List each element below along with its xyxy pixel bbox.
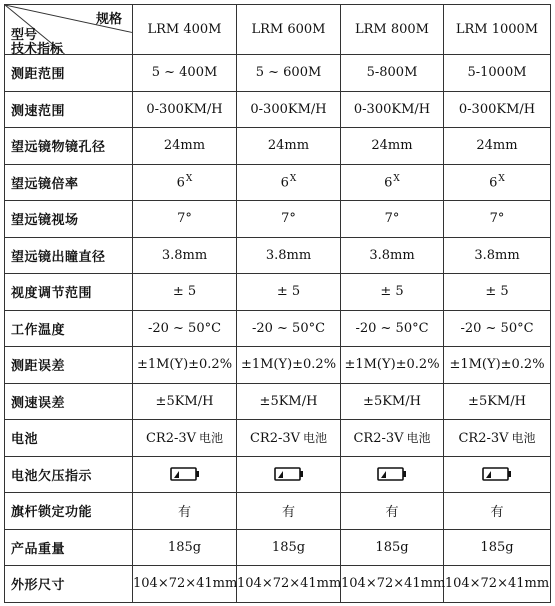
value-cell (341, 164, 444, 201)
value-text: ±5KM/H (363, 393, 421, 409)
value-text: 3.8mm (474, 247, 520, 263)
value-text: ±5KM/H (155, 393, 214, 409)
value-text: 5-800M (366, 65, 418, 81)
value-cell (444, 128, 551, 165)
value-text: 5-1000M (467, 65, 527, 81)
table-row (5, 164, 551, 201)
value-cell (444, 347, 551, 384)
value-text: CR2-3V (145, 431, 197, 447)
table-row (5, 566, 551, 603)
value-cell (444, 237, 551, 274)
low-battery-icon (341, 456, 444, 493)
value-cell (444, 91, 551, 128)
value-text: 有 (177, 505, 191, 521)
row-label: 望远镜视场 (5, 201, 133, 238)
value-text: ± 5 (276, 284, 301, 300)
value-text: 有 (385, 505, 399, 521)
value-cell (341, 128, 444, 165)
value-cell (444, 274, 551, 311)
row-label: 电池 (5, 420, 133, 457)
suffix-text: 电池 (303, 431, 328, 446)
value-text: 0-300KM/H (458, 101, 536, 117)
value-cell (133, 91, 237, 128)
value-text: 104×72×41mm (341, 576, 446, 592)
value-cell (237, 164, 341, 201)
corner-label-tech: 技术指标 (11, 42, 64, 57)
value-cell (444, 201, 551, 238)
value-text: CR2-3V (353, 431, 404, 447)
row-label: 望远镜物镜孔径 (5, 128, 133, 165)
value-text: ±5KM/H (468, 393, 526, 409)
value-cell (133, 164, 237, 201)
value-cell (341, 347, 444, 384)
superscript-text: X (498, 174, 505, 185)
value-cell (237, 566, 341, 603)
value-cell (237, 237, 341, 274)
value-text: 5 ~ 600M (255, 65, 322, 81)
value-text: 6 (384, 175, 393, 191)
table-row (5, 347, 551, 384)
value-cell (444, 55, 551, 92)
value-cell (237, 55, 341, 92)
value-cell (133, 566, 237, 603)
corner-label-spec: 规格 (95, 12, 122, 27)
row-label: 测距范围 (5, 55, 133, 92)
table-row (5, 383, 551, 420)
value-text: 24mm (163, 138, 206, 154)
low-battery-icon (133, 456, 237, 493)
value-text: 0-300KM/H (250, 101, 327, 117)
superscript-text: X (393, 174, 400, 185)
value-cell (341, 55, 444, 92)
value-text: -20 ~ 50°C (251, 320, 326, 336)
row-label: 工作温度 (5, 310, 133, 347)
corner-header-cell (5, 5, 133, 55)
value-text: 0-300KM/H (146, 101, 223, 117)
value-cell (133, 347, 237, 384)
row-label: 测速范围 (5, 91, 133, 128)
model-header-3: LRM 800M (341, 5, 444, 55)
value-text: 185g (480, 539, 514, 555)
value-cell (444, 566, 551, 603)
value-cell (133, 128, 237, 165)
value-cell (237, 529, 341, 566)
value-text: 0-300KM/H (353, 101, 431, 117)
value-text: 185g (271, 539, 306, 555)
value-cell (133, 529, 237, 566)
corner-label-model: 型号 (11, 28, 38, 43)
value-text: -20 ~ 50°C (355, 320, 429, 336)
value-cell (133, 383, 237, 420)
value-cell (341, 383, 444, 420)
table-row (5, 201, 551, 238)
table-row (5, 91, 551, 128)
value-cell (341, 566, 444, 603)
low-battery-icon (237, 456, 341, 493)
value-text: ±5KM/H (259, 393, 318, 409)
value-cell (341, 493, 444, 530)
value-text: 6 (489, 175, 498, 191)
value-text: CR2-3V (249, 431, 301, 447)
value-text: 104×72×41mm (237, 576, 342, 592)
suffix-text: 电池 (511, 431, 536, 446)
table-row (5, 456, 551, 493)
table-row (5, 55, 551, 92)
value-text: ± 5 (380, 284, 404, 300)
row-label: 望远镜倍率 (5, 164, 133, 201)
value-text: ±1M(Y)±0.2% (449, 357, 545, 373)
value-cell (237, 310, 341, 347)
value-text: 185g (167, 539, 202, 555)
value-text: -20 ~ 50°C (147, 320, 222, 336)
value-cell (133, 55, 237, 92)
table-row (5, 420, 551, 457)
value-cell (341, 274, 444, 311)
value-cell (341, 420, 444, 457)
value-cell (237, 128, 341, 165)
value-text: 185g (375, 539, 409, 555)
value-text: 有 (490, 505, 504, 521)
value-text: 7° (384, 211, 400, 227)
value-text: 104×72×41mm (444, 576, 550, 592)
value-text: 7° (281, 211, 296, 227)
row-label: 旗杆锁定功能 (5, 493, 133, 530)
value-text: ±1M(Y)±0.2% (344, 357, 440, 373)
value-cell (237, 493, 341, 530)
row-label: 外形尺寸 (5, 566, 133, 603)
suffix-text: 电池 (199, 431, 224, 446)
value-text: 有 (281, 505, 295, 521)
spec-rows (5, 55, 551, 603)
row-label: 测速误差 (5, 383, 133, 420)
value-cell (133, 237, 237, 274)
model-header-2: LRM 600M (237, 5, 341, 55)
value-text: 3.8mm (369, 247, 415, 263)
value-cell (237, 420, 341, 457)
value-cell (133, 201, 237, 238)
value-cell (237, 274, 341, 311)
value-cell (341, 310, 444, 347)
row-label: 视度调节范围 (5, 274, 133, 311)
suffix-text: 电池 (406, 431, 431, 446)
row-label: 产品重量 (5, 529, 133, 566)
value-text: 24mm (476, 138, 518, 154)
table-row (5, 310, 551, 347)
low-battery-icon (444, 456, 551, 493)
value-cell (237, 201, 341, 238)
model-header-1: LRM 400M (133, 5, 237, 55)
value-cell (237, 383, 341, 420)
value-text: 3.8mm (161, 247, 208, 263)
value-text: 3.8mm (265, 247, 312, 263)
value-text: 7° (489, 211, 505, 227)
row-label: 电池欠压指示 (5, 456, 133, 493)
value-cell (444, 383, 551, 420)
table-row (5, 529, 551, 566)
superscript-text: X (185, 174, 193, 185)
row-label: 测距误差 (5, 347, 133, 384)
value-text: -20 ~ 50°C (460, 320, 534, 336)
value-cell (444, 529, 551, 566)
value-cell (444, 310, 551, 347)
value-cell (133, 310, 237, 347)
value-cell (444, 164, 551, 201)
value-cell (444, 493, 551, 530)
value-cell (341, 91, 444, 128)
value-cell (237, 91, 341, 128)
value-text: 6 (176, 175, 185, 191)
value-cell (133, 274, 237, 311)
spec-table (4, 4, 551, 603)
value-text: 5 ~ 400M (151, 65, 218, 81)
value-cell (341, 237, 444, 274)
value-cell (341, 201, 444, 238)
value-text: ±1M(Y)±0.2% (136, 357, 233, 373)
value-text: 6 (280, 175, 289, 191)
table-row (5, 237, 551, 274)
header-row (5, 5, 551, 55)
value-text: ±1M(Y)±0.2% (240, 357, 337, 373)
value-cell (133, 420, 237, 457)
value-cell (133, 493, 237, 530)
table-row (5, 128, 551, 165)
value-cell (341, 529, 444, 566)
value-text: 24mm (267, 138, 310, 154)
value-cell (444, 420, 551, 457)
value-text: CR2-3V (458, 431, 509, 447)
value-text: 7° (177, 211, 192, 227)
superscript-text: X (289, 174, 297, 185)
value-cell (237, 347, 341, 384)
table-row (5, 274, 551, 311)
value-text: 24mm (371, 138, 413, 154)
row-label: 望远镜出瞳直径 (5, 237, 133, 274)
value-text: ± 5 (485, 284, 509, 300)
model-header-4: LRM 1000M (444, 5, 551, 55)
value-text: 104×72×41mm (133, 576, 238, 592)
table-row (5, 493, 551, 530)
value-text: ± 5 (172, 284, 197, 300)
